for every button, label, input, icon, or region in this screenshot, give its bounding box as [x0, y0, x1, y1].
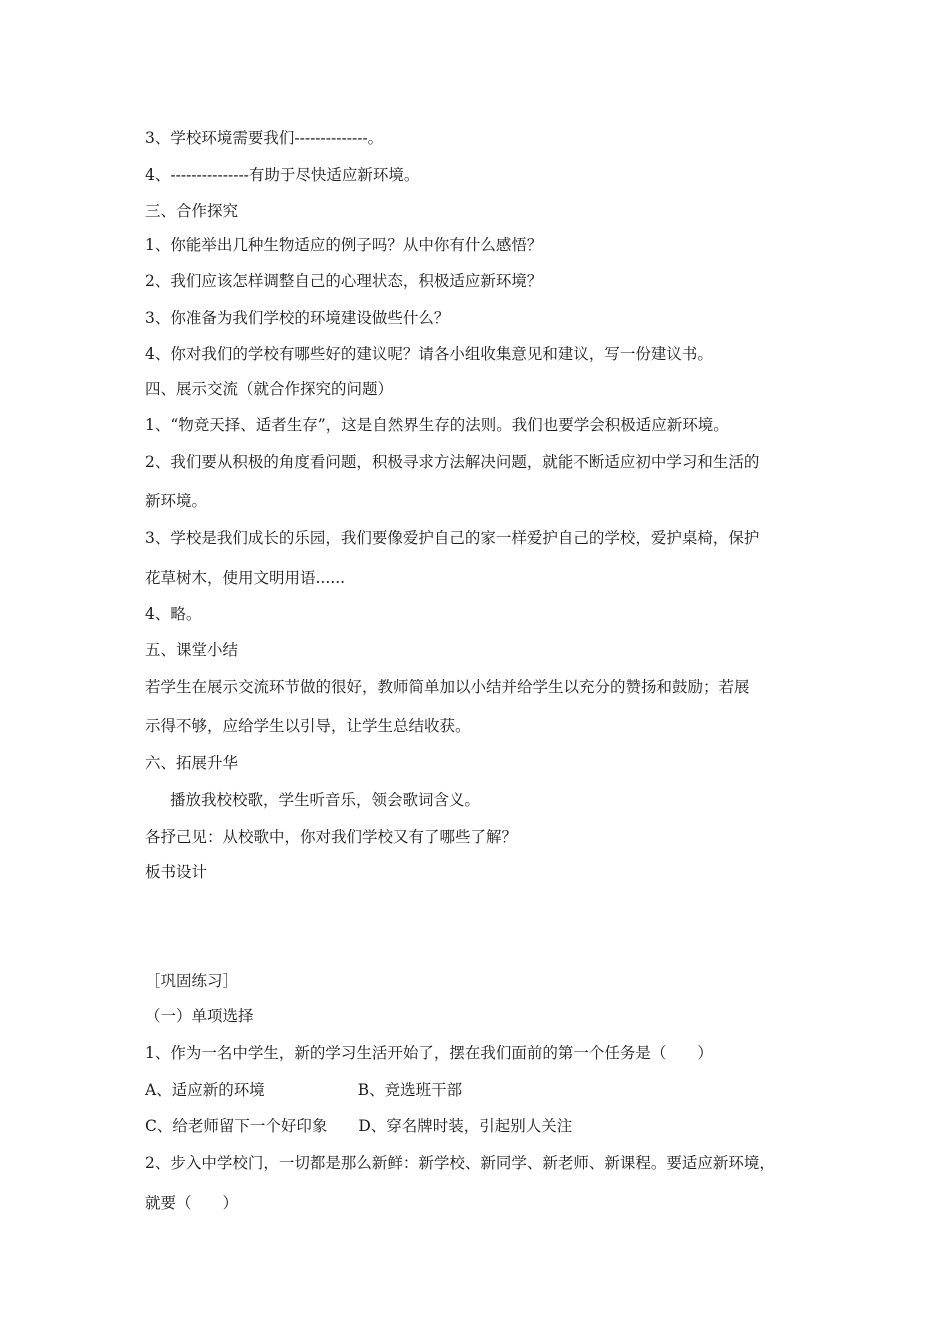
question-text: 就要（ ） — [145, 1194, 239, 1212]
text-line: 2、我们要从积极的角度看问题，积极寻求方法解决问题，就能不断适应初中学习和生活的 — [145, 453, 760, 471]
text-line: 4、略。 — [145, 605, 202, 623]
text-line: 4、你对我们的学校有哪些好的建议呢？请各小组收集意见和建议，写一份建议书。 — [145, 345, 713, 363]
text-line: 1、你能举出几种生物适应的例子吗？从中你有什么感悟？ — [145, 236, 543, 254]
text-line: 花草树木，使用文明用语...... — [145, 569, 346, 587]
question-text: 1、作为一名中学生，新的学习生活开始了，摆在我们面前的第一个任务是（ ） — [145, 1044, 713, 1062]
text-line: 4、---------------有助于尽快适应新环境。 — [145, 166, 420, 184]
section-heading: ［巩固练习］ — [145, 972, 239, 990]
section-heading: 六、拓展升华 — [145, 754, 239, 772]
text-line: 新环境。 — [145, 492, 208, 510]
section-heading: 五、课堂小结 — [145, 641, 239, 659]
section-heading: 四、展示交流（就合作探究的问题） — [145, 380, 394, 398]
text-line: 播放我校校歌，学生听音乐，领会歌词含义。 — [170, 791, 481, 809]
text-line: 示得不够，应给学生以引导，让学生总结收获。 — [145, 717, 471, 735]
section-heading: （一）单项选择 — [145, 1007, 254, 1025]
question-text: 2、步入中学校门，一切都是那么新鲜：新学校、新同学、新老师、新课程。要适应新环境， — [145, 1154, 775, 1172]
text-line: 2、我们应该怎样调整自己的心理状态，积极适应新环境？ — [145, 272, 543, 290]
text-line: 1、“物竞天择、适者生存”，这是自然界生存的法则。我们也要学会积极适应新环境。 — [145, 416, 729, 434]
text-line: 3、学校是我们成长的乐园，我们要像爱护自己的家一样爱护自己的学校，爱护桌椅，保护 — [145, 529, 760, 547]
answer-options: A、适应新的环境 B、竞选班干部 — [145, 1081, 463, 1099]
section-heading: 三、合作探究 — [145, 202, 239, 220]
text-line: 若学生在展示交流环节做的很好，教师简单加以小结并给学生以充分的赞扬和鼓励；若展 — [145, 678, 750, 696]
text-line: 各抒己见：从校歌中，你对我们学校又有了哪些了解？ — [145, 828, 518, 846]
answer-options: C、给老师留下一个好印象 D、穿名牌时装，引起别人关注 — [145, 1117, 573, 1135]
section-heading: 板书设计 — [145, 863, 208, 881]
text-line: 3、你准备为我们学校的环境建设做些什么？ — [145, 309, 450, 327]
text-line: 3、学校环境需要我们--------------。 — [145, 129, 384, 147]
